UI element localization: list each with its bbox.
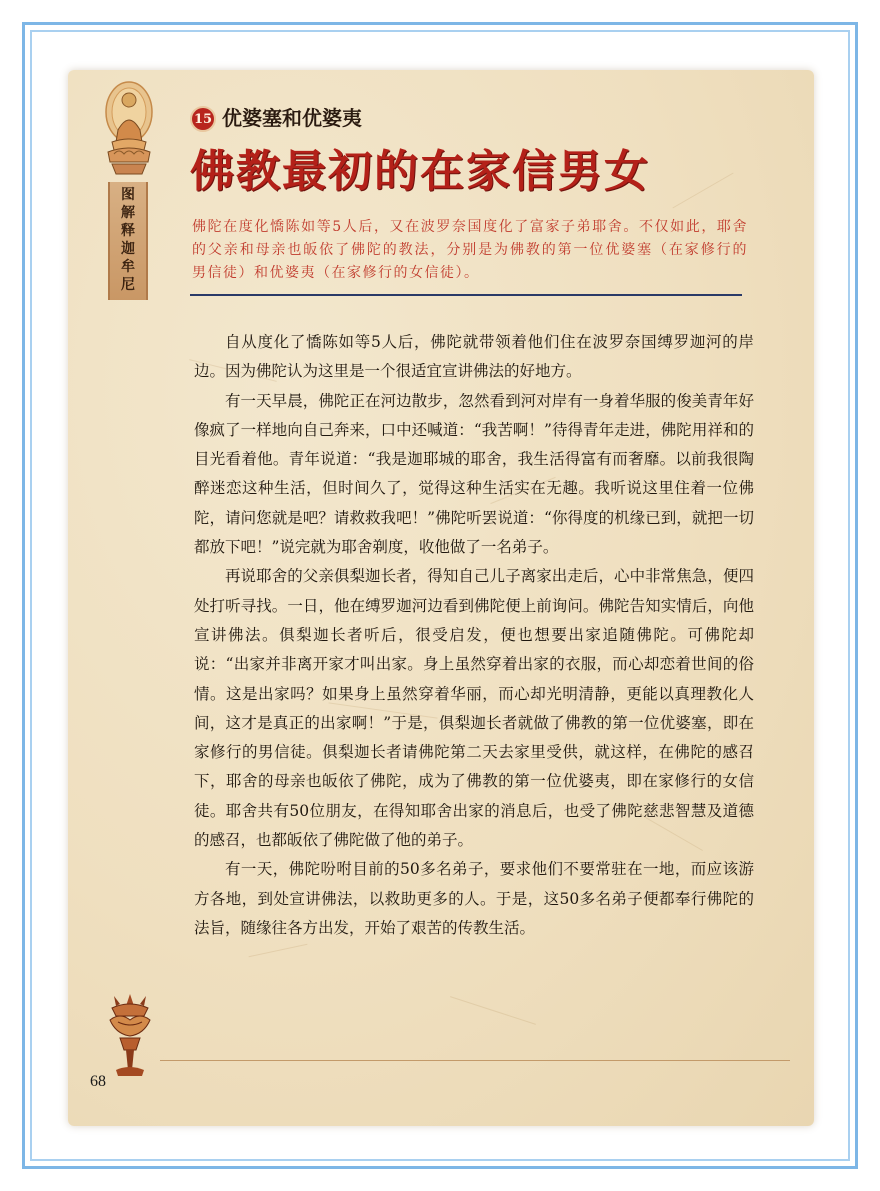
lotus-ornament-icon — [104, 990, 156, 1080]
body-paragraph: 有一天，佛陀吩咐目前的50多名弟子，要求他们不要常驻在一地，而应该游方各地，到处宣讲佛法，以救助更多的人。于是，这50多名弟子便都奉行佛陀的法旨，随缘往各方出发，开始了艰苦的传教生活。 — [194, 860, 754, 937]
body-paragraph: 有一天早晨，佛陀正在河边散步，忽然看到河对岸有一身着华服的俊美青年好像疯了一样地向自己奔来，口中还喊道：“我苦啊！”待得青年走进，佛陀用祥和的目光看着他。青年说道：“我是迦耶城的耶舍，我生活得富有而奢靡。以前我很陶醉迷恋这种生活，但时间久了，觉得这种生活实在无趣。我听说这里住着一位佛陀，请问您就是吧？请救救我吧！”佛陀听罢说道：“你得度的机缘已到，就把一切都放下吧！”说完就为耶舍剃度，收他做了一名弟子。 — [194, 391, 754, 557]
chapter-subtitle: 优婆塞和优婆夷 — [222, 106, 362, 130]
chapter-title: 佛教最初的在家信男女 — [190, 146, 650, 197]
body-paragraph: 再说耶舍的父亲俱梨迦长者，得知自己儿子离家出走后，心中非常焦急，便四处打听寻找。一日，他在缚罗迦河边看到佛陀便上前询问。佛陀告知实情后，向他宣讲佛法。俱梨迦长者听后，很受启发，便也想要出家追随佛陀。可佛陀却说：“出家并非离开家才叫出家。身上虽然穿着出家的衣服，而心却恋着世间的俗情。这是出家吗？如果身上虽然穿着华丽，而心却光明清静，更能以真理教化人间，这才是真正的出家啊！”于是，俱梨迦长者就做了佛教的第一位优婆塞，即在家修行的男信徒。俱梨迦长者请佛陀第二天去家里受供，就这样，在佛陀的感召下，耶舍的母亲也皈依了佛陀，成为了佛教的第一位优婆夷，即在家修行的女信徒。耶舍共有50位朋友，在得知耶舍出家的消息后，也受了佛陀慈悲智慧及道德的感召，也都皈依了佛陀做了他的弟子。 — [194, 567, 754, 850]
book-page — [68, 70, 814, 1126]
paper-fiber — [249, 944, 308, 957]
body-paragraph: 自从度化了憍陈如等5人后，佛陀就带领着他们住在波罗奈国缚罗迦河的岸边。因为佛陀认为这里是一个很适宜宣讲佛法的好地方。 — [194, 333, 754, 381]
chapter-number-badge: 15 — [190, 106, 216, 132]
side-title-char: 解 — [121, 205, 135, 221]
chapter-intro: 佛陀在度化憍陈如等5人后，又在波罗奈国度化了富家子弟耶舍。不仅如此，耶舍的父亲和母亲也皈依了佛陀的教法，分别是为佛教的第一位优婆塞（在家修行的男信徒）和优婆夷（在家修行的女信徒）。 — [192, 219, 748, 281]
side-title-char: 迦 — [121, 241, 135, 257]
side-header-band — [104, 70, 154, 300]
side-title-char: 牟 — [121, 259, 135, 275]
footer-divider — [160, 1060, 790, 1061]
section-divider — [190, 294, 742, 296]
page-number: 68 — [90, 1073, 106, 1090]
series-side-title — [108, 182, 148, 300]
buddha-icon — [104, 78, 154, 182]
body-text — [194, 328, 754, 943]
paper-fiber — [450, 996, 536, 1025]
side-title-char: 尼 — [121, 277, 135, 293]
side-title-char: 释 — [121, 223, 135, 239]
side-title-char: 图 — [121, 187, 135, 203]
paper-fiber — [672, 173, 733, 209]
